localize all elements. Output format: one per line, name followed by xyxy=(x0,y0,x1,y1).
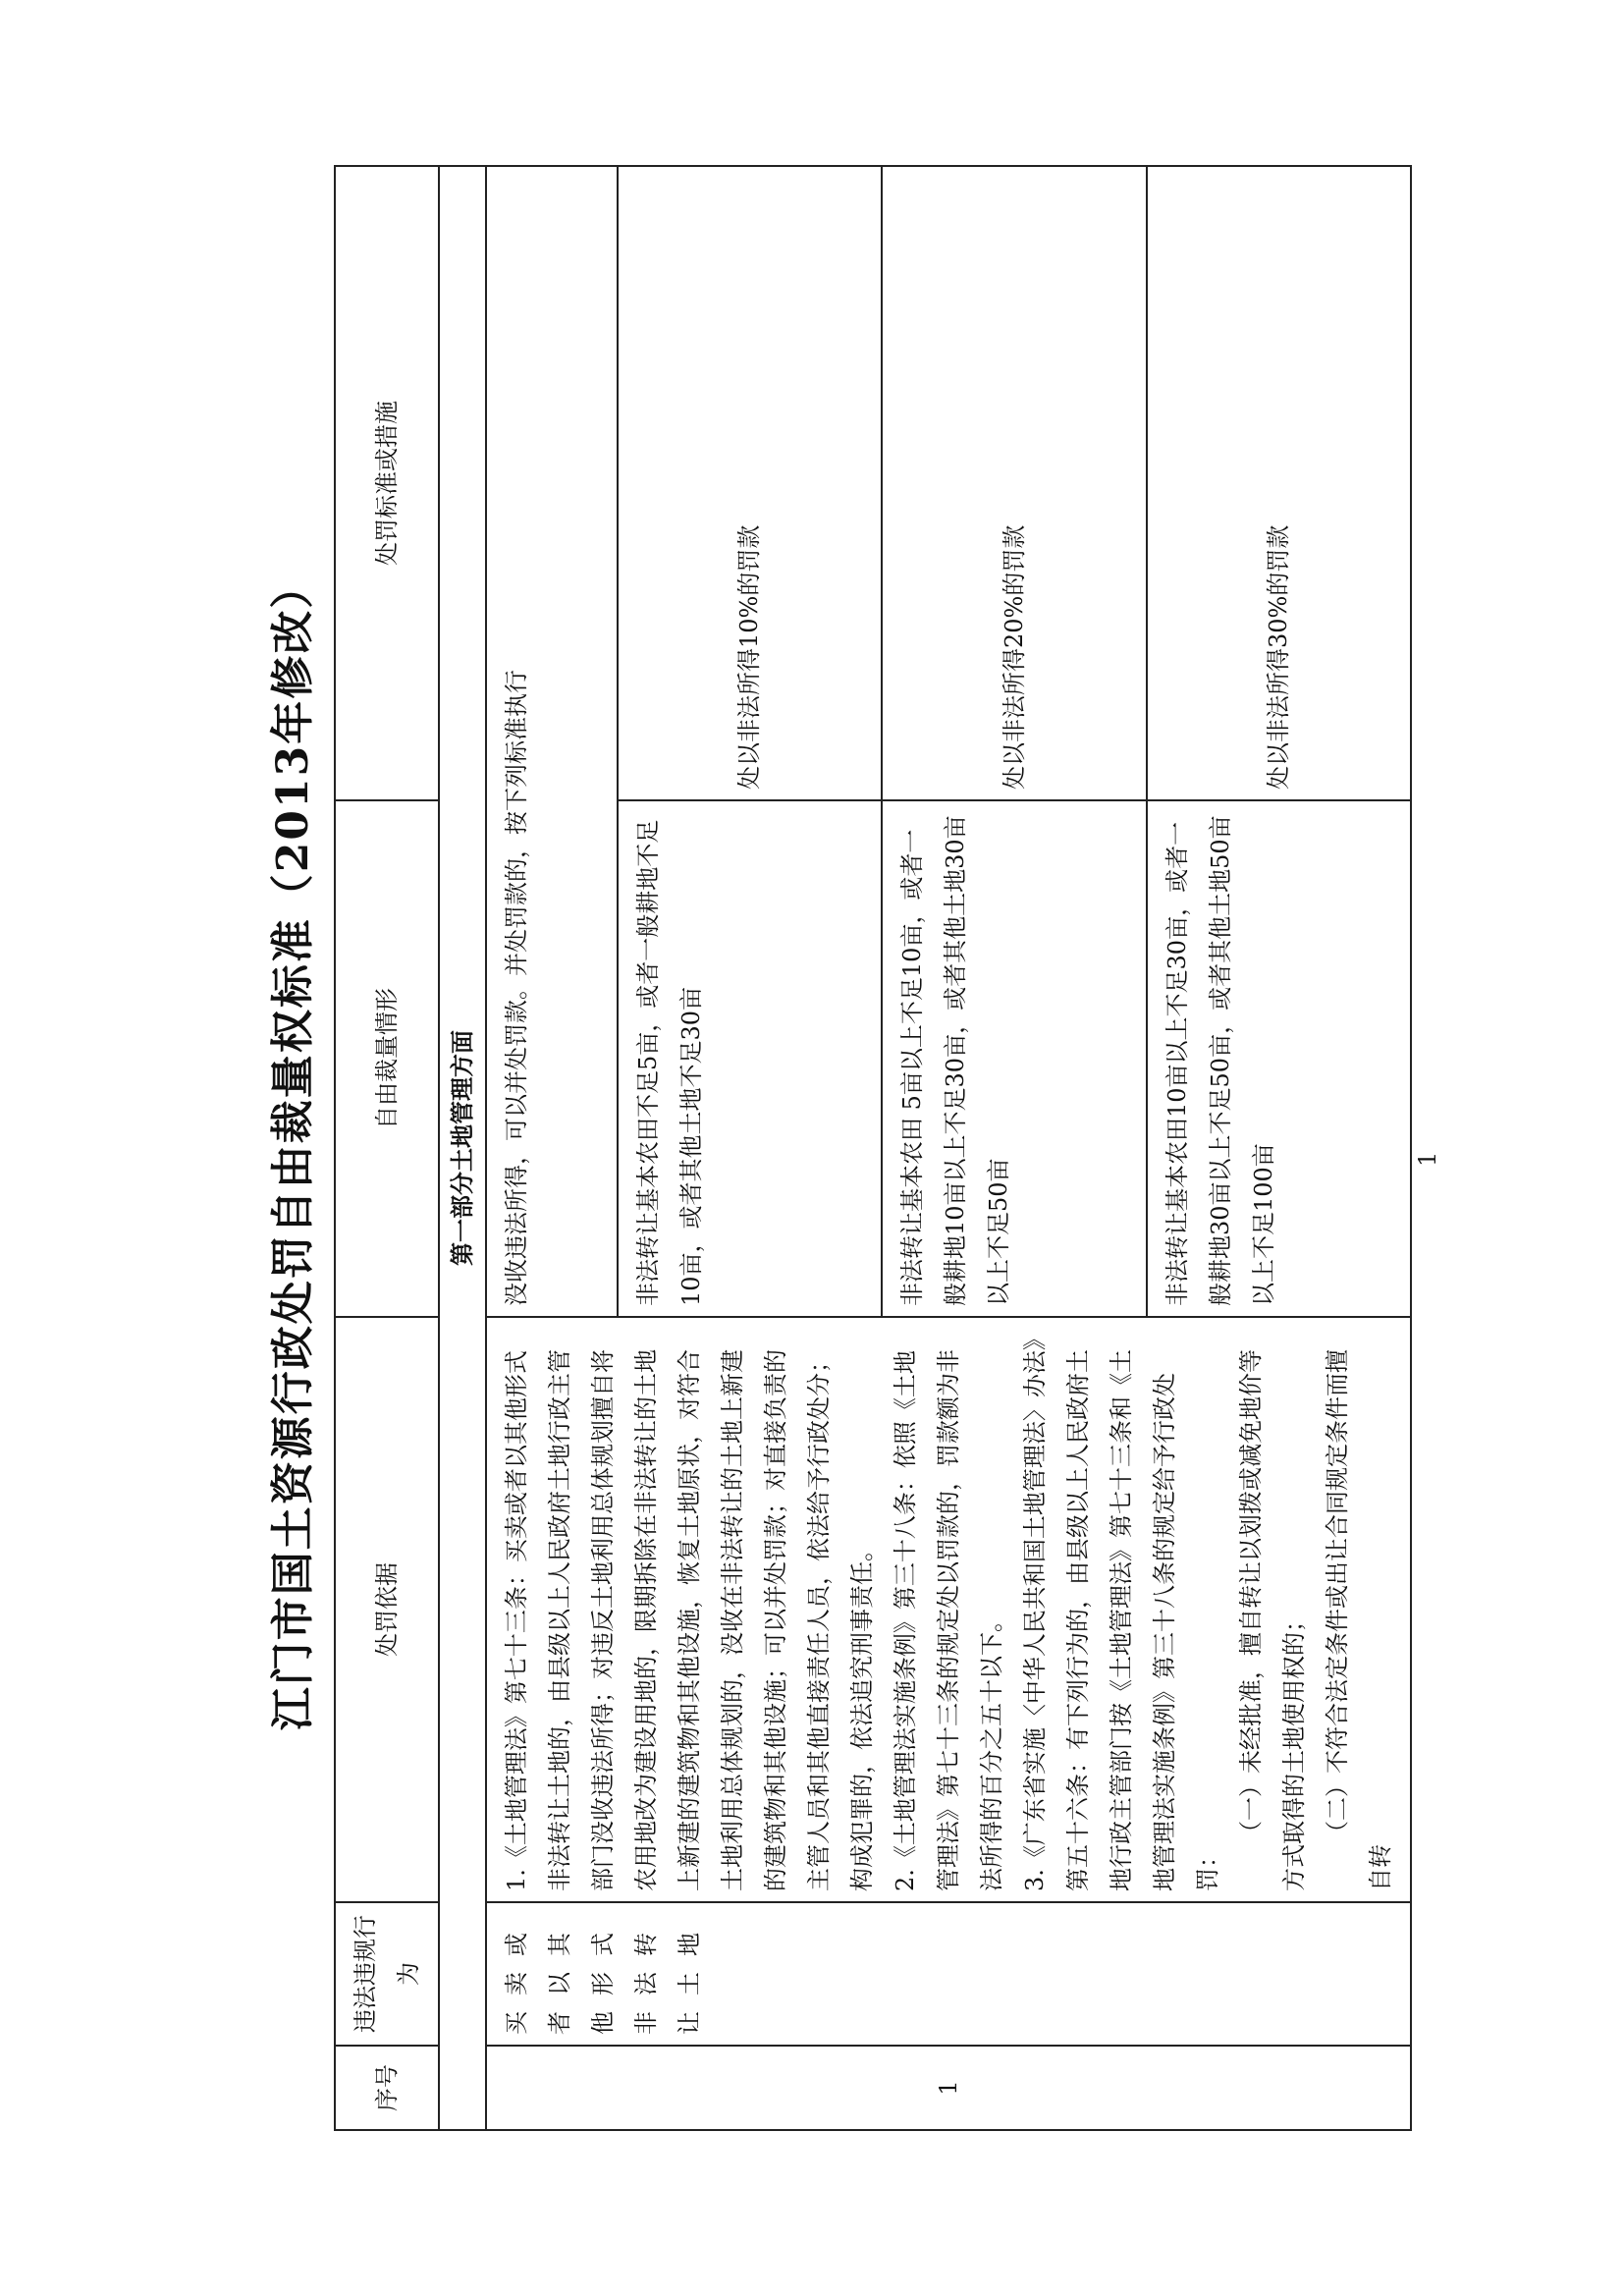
tier-1-circumstance: 非法转让基本农田不足5亩，或者一般耕地不足10亩，或者其他土地不足30亩 xyxy=(618,800,882,1317)
section-title: 第一部分土地管理方面 xyxy=(439,166,486,2130)
top-circumstance: 没收违法所得，可以并处罚款。并处罚款的，按下列标准执行 xyxy=(486,166,618,1317)
row-basis xyxy=(486,1317,1411,1902)
basis-clause-2: 2.《土地管理法实施条例》第三十八条：依照《土地管理法》第七十三条的规定处以罚款的，罚款额为非法所得的百分之五十以下。 xyxy=(892,1349,1005,1891)
header-penalty: 处罚标准或措施 xyxy=(335,166,439,800)
basis-clause-3: 3.《广东省实施〈中华人民共和国土地管理法〉办法》第五十六条：有下列行为的，由县级以上人民政府土地行政主管部门按《土地管理法》第七十三条和《土地管理法实施条例》第三十八条的规定给予行政处罚： xyxy=(1021,1339,1221,1891)
table-row xyxy=(486,166,618,2130)
header-behavior: 违法违规行为 xyxy=(335,1902,439,2046)
basis-clause-1: 1.《土地管理法》第七十三条：买卖或者以其他形式非法转让土地的，由县级以上人民政府土地行政主管部门没收违法所得；对违反土地利用总体规划擅自将农用地改为建设用地的，限期拆除在非法转让的土地上新建的建筑物和其他设施，恢复土地原状，对符合土地利用总体规划的，没收在非法转让的土地上新建的建筑物和其他设施；可以并处罚款；对直接负责的主管人员和其他直接责任人员，依法给予行政处分；构成犯罪的，依法追究刑事责任。 xyxy=(503,1349,876,1891)
basis-item-2: （二）不符合法定条件或出让合同规定条件而擅自转 xyxy=(1324,1349,1394,1891)
tier-3-circumstance: 非法转让基本农田10亩以上不足30亩，或者一般耕地30亩以上不足50亩，或者其他土地50亩以上不足100亩 xyxy=(1147,800,1412,1317)
header-circumstance: 自由裁量情形 xyxy=(335,800,439,1317)
row-behavior: 买卖或者以其他形式非法转让土地 xyxy=(486,1902,1411,2046)
page-number: 1 xyxy=(1414,1151,1441,1167)
document-title: 江门市国土资源行政处罚自由裁量权标准（2013年修改） xyxy=(268,563,318,1731)
tier-2-circumstance: 非法转让基本农田 5亩以上不足10亩，或者一般耕地10亩以上不足30亩，或者其他土地30亩以上不足50亩 xyxy=(882,800,1146,1317)
section-row xyxy=(439,166,486,2130)
header-basis: 处罚依据 xyxy=(335,1317,439,1902)
row-seq: 1 xyxy=(486,2046,1411,2130)
basis-item-1: （一）未经批准，擅自转让以划拨或减免地价等方式取得的土地使用权的； xyxy=(1237,1349,1308,1891)
tier-2-penalty: 处以非法所得20%的罚款 xyxy=(882,166,1146,800)
penalty-standard-table xyxy=(334,165,1412,2131)
tier-1-penalty: 处以非法所得10%的罚款 xyxy=(618,166,882,800)
table-header-row xyxy=(335,166,439,2130)
header-seq: 序号 xyxy=(335,2046,439,2130)
tier-3-penalty: 处以非法所得30%的罚款 xyxy=(1147,166,1412,800)
